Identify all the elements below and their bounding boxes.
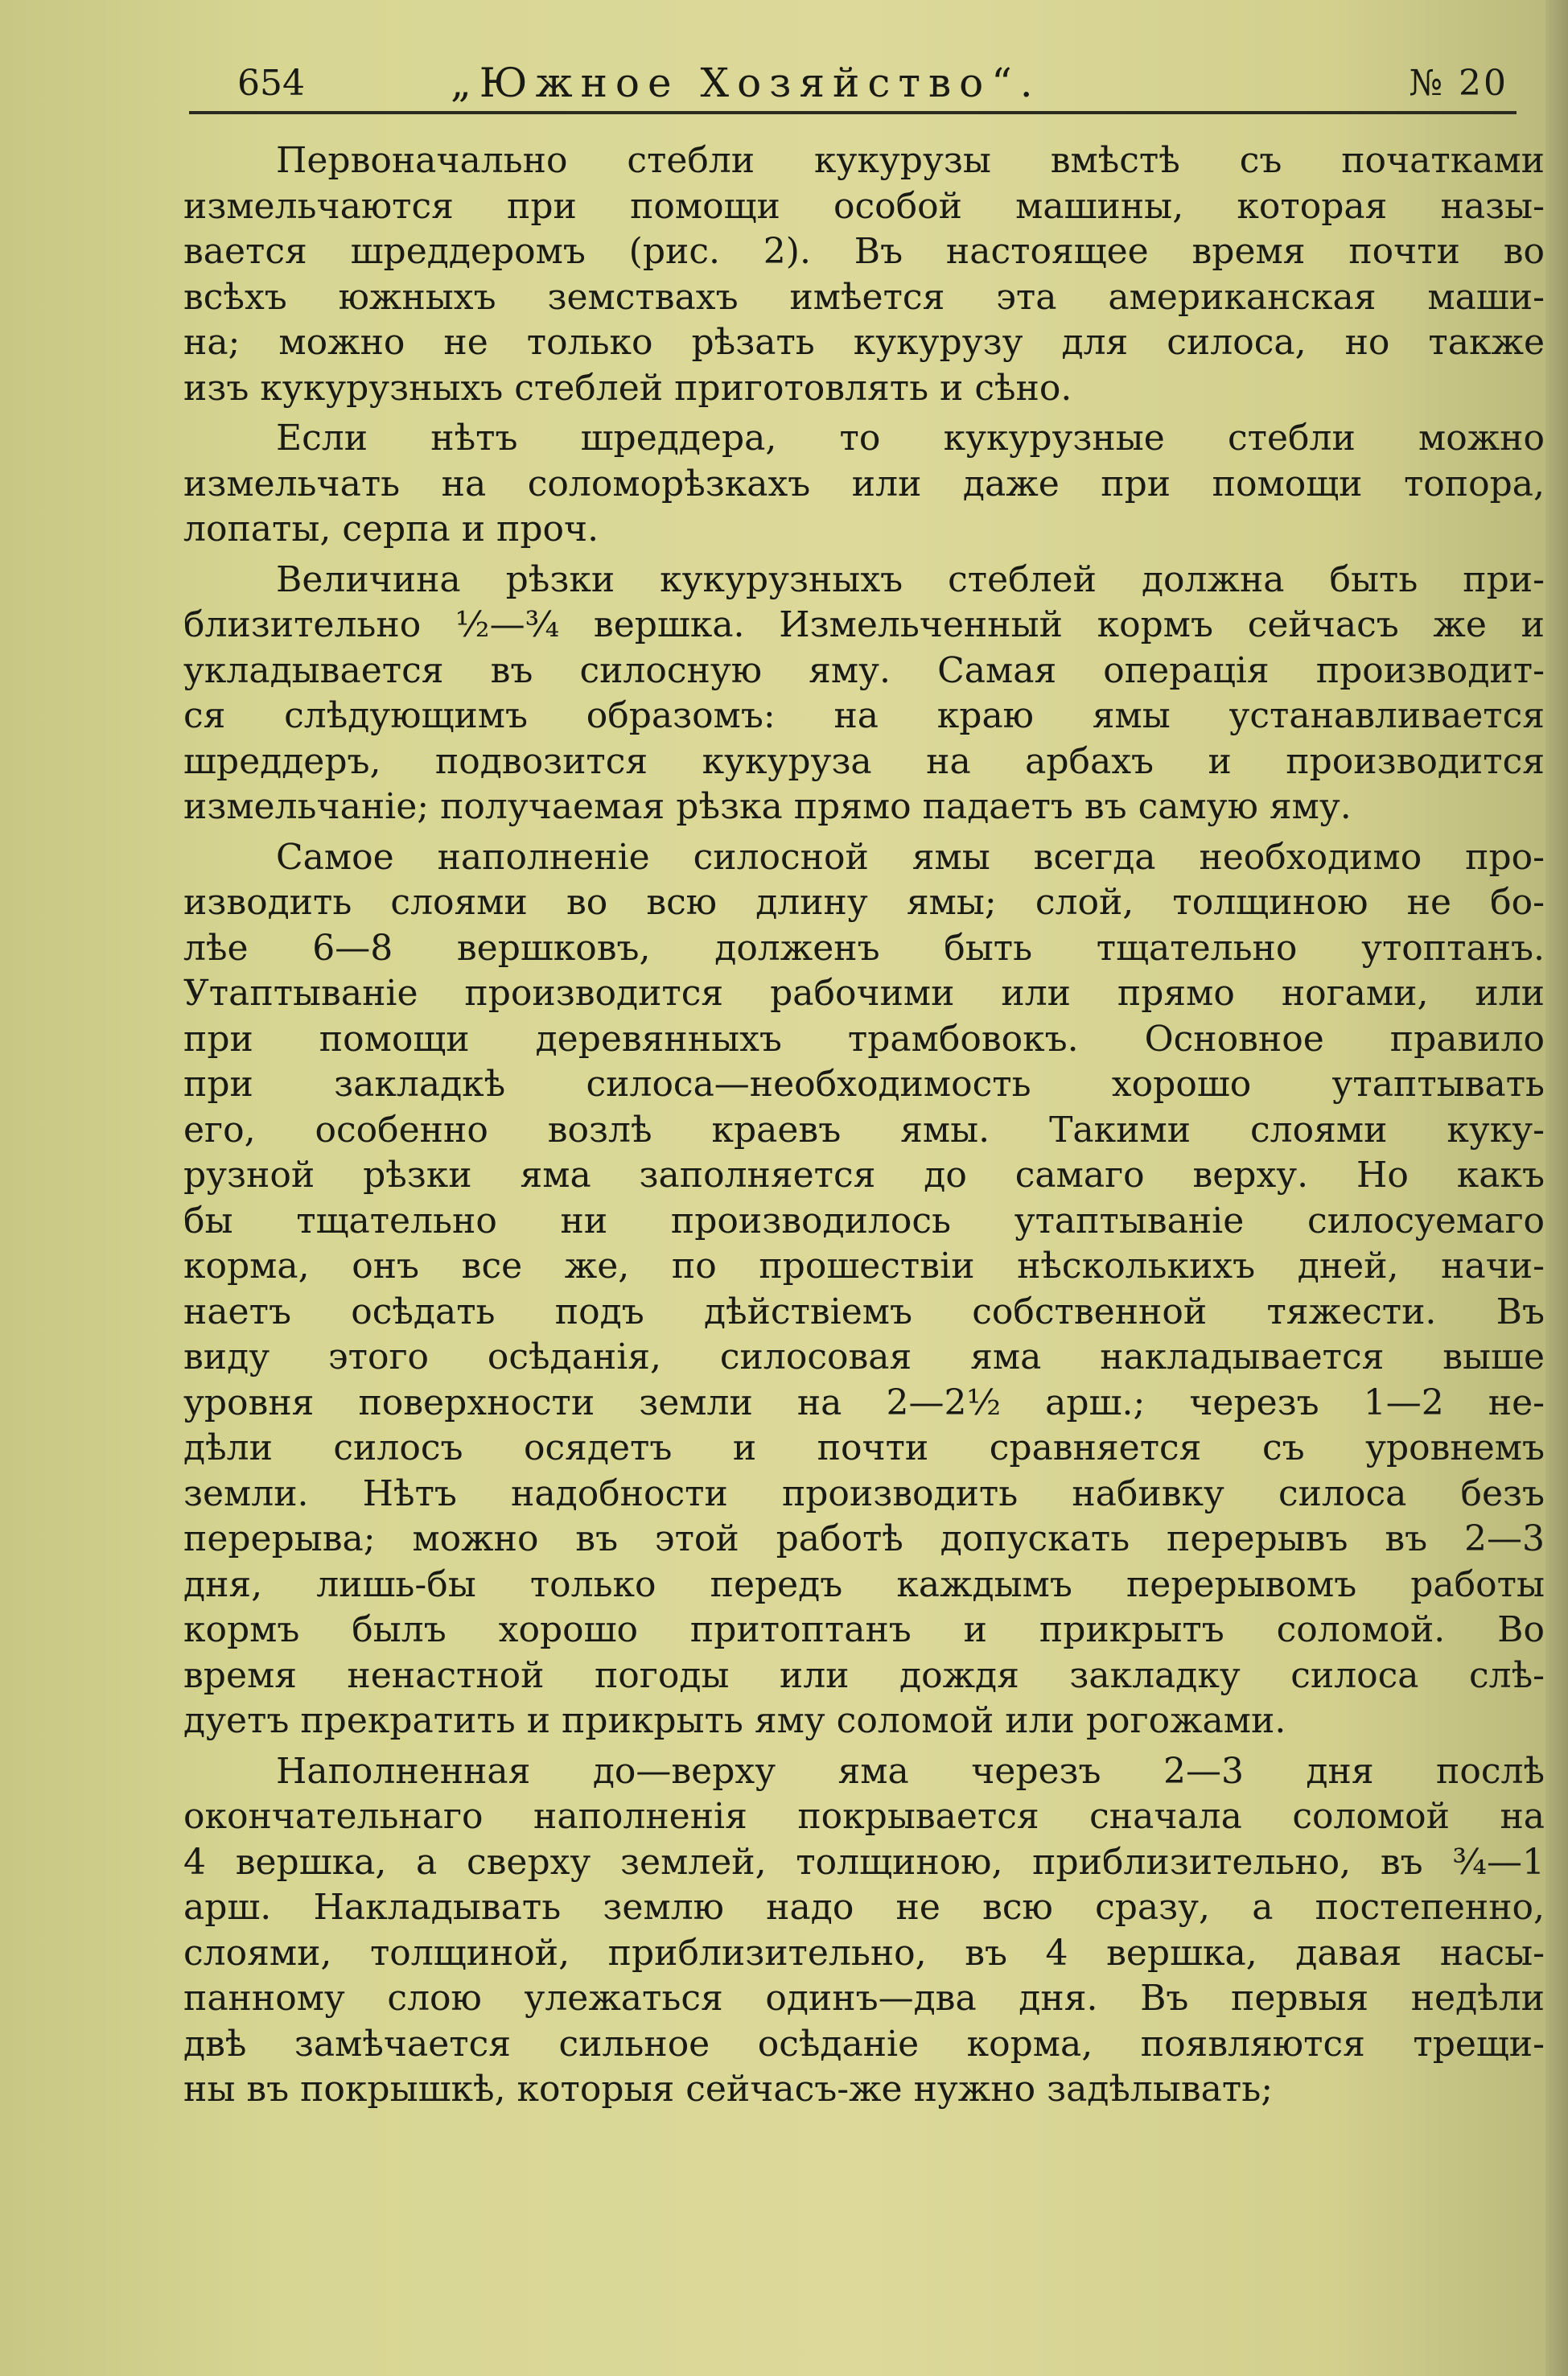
text-line: время ненастной погоды или дождя закладку силоса слѣ- — [183, 1654, 1545, 1696]
text-line: двѣ замѣчается сильное осѣданіе корма, появляются трещи- — [183, 2023, 1545, 2065]
text-line: окончательнаго наполненія покрывается сначала соломой на — [183, 1796, 1545, 1837]
text-line: его, особенно возлѣ краевъ ямы. Такими слоями куку- — [183, 1109, 1545, 1151]
text-line: измельчаніе; получаемая рѣзка прямо падаетъ въ самую яму. — [183, 786, 1352, 827]
page-edge — [1545, 0, 1568, 2376]
paragraph — [183, 558, 1545, 830]
text-line: лопаты, серпа и проч. — [183, 509, 599, 550]
text-line: дня, лишь-бы только передъ каждымъ перерывомъ работы — [183, 1563, 1545, 1605]
text-line: Если нѣтъ шреддера, то кукурузные стебли можно — [276, 418, 1545, 459]
running-header — [189, 56, 1508, 113]
text-line: Наполненная до—верху яма черезъ 2—3 дня послѣ — [276, 1750, 1545, 1792]
text-line: ся слѣдующимъ образомъ: на краю ямы устанавливается — [183, 695, 1545, 736]
paragraph — [183, 1749, 1545, 2113]
text-line: дѣли силосъ осядетъ и почти сравняется съ уровнемъ — [183, 1427, 1545, 1468]
text-line: Первоначально стебли кукурузы вмѣстѣ съ початками — [276, 140, 1545, 181]
text-line: изводить слоями во всю длину ямы; слой, толщиною не бо- — [183, 882, 1545, 923]
issue-number: № 20 — [1409, 63, 1508, 104]
paragraph — [183, 835, 1545, 1744]
text-line: изъ кукурузныхъ стеблей приготовлять и сѣно. — [183, 367, 1072, 409]
paragraph — [183, 138, 1545, 411]
text-line: измельчаются при помощи особой машины, которая назы- — [183, 185, 1545, 227]
text-line: кормъ былъ хорошо притоптанъ и прикрытъ соломой. Во — [183, 1609, 1545, 1650]
text-line: виду этого осѣданія, силосовая яма накладывается выше — [183, 1336, 1545, 1377]
text-line: Величина рѣзки кукурузныхъ стеблей должна быть при- — [276, 558, 1545, 600]
journal-title: „Южное Хозяйство“. — [451, 60, 1041, 106]
text-line: перерыва; можно въ этой работѣ допускать перерывъ въ 2—3 — [183, 1518, 1545, 1559]
text-line: укладывается въ силосную яму. Самая операція производит- — [183, 649, 1545, 691]
text-line: корма, онъ все же, по прошествіи нѣсколькихъ дней, начи- — [183, 1246, 1545, 1287]
text-line: Утаптываніе производится рабочими или прямо ногами, или — [183, 973, 1545, 1014]
text-line: лѣе 6—8 вершковъ, долженъ быть тщательно утоптанъ. — [183, 927, 1545, 969]
text-line: близительно ½—¾ вершка. Измельченный кормъ сейчасъ же и — [183, 604, 1545, 645]
header-rule — [189, 111, 1517, 114]
text-line: наетъ осѣдать подъ дѣйствіемъ собственной тяжести. Въ — [183, 1291, 1545, 1332]
text-line: дуетъ прекратить и прикрыть яму соломой или рогожами. — [183, 1700, 1286, 1741]
text-line: земли. Нѣтъ надобности производить набивку силоса безъ — [183, 1472, 1545, 1514]
text-line: панному слою улежаться одинъ—два дня. Въ первыя недѣли — [183, 1978, 1545, 2019]
text-line: арш. Накладывать землю надо не всю сразу, а постепенно, — [183, 1887, 1545, 1928]
text-line: ны въ покрышкѣ, которыя сейчасъ-же нужно задѣлывать; — [183, 2069, 1274, 2110]
text-line: всѣхъ южныхъ земствахъ имѣется эта американская маши- — [183, 276, 1545, 318]
text-line: шреддеръ, подвозится кукуруза на арбахъ и производится — [183, 740, 1545, 782]
text-line: вается шреддеромъ (рис. 2). Въ настоящее время почти во — [183, 231, 1545, 272]
text-line: измельчать на соломорѣзкахъ или даже при помощи топора, — [183, 463, 1545, 504]
text-line: на; можно не только рѣзать кукурузу для силоса, но также — [183, 322, 1545, 363]
page-number: 654 — [237, 63, 305, 104]
paragraph — [183, 416, 1545, 553]
text-line: Самое наполненіе силосной ямы всегда необходимо про- — [276, 836, 1545, 878]
text-line: при помощи деревянныхъ трамбовокъ. Основное правило — [183, 1018, 1545, 1060]
text-line: бы тщательно ни производилось утаптываніе силосуемаго — [183, 1200, 1545, 1242]
text-line: при закладкѣ силоса—необходимость хорошо утаптывать — [183, 1064, 1545, 1105]
article-body — [183, 138, 1545, 2359]
text-line: рузной рѣзки яма заполняется до самаго верху. Но какъ — [183, 1155, 1545, 1196]
text-line: слоями, толщиной, приблизительно, въ 4 вершка, давая насы- — [183, 1932, 1545, 1974]
text-line: 4 вершка, а сверху землей, толщиною, приблизительно, въ ¾—1 — [183, 1841, 1545, 1883]
text-line: уровня поверхности земли на 2—2½ арш.; черезъ 1—2 не- — [183, 1382, 1545, 1423]
